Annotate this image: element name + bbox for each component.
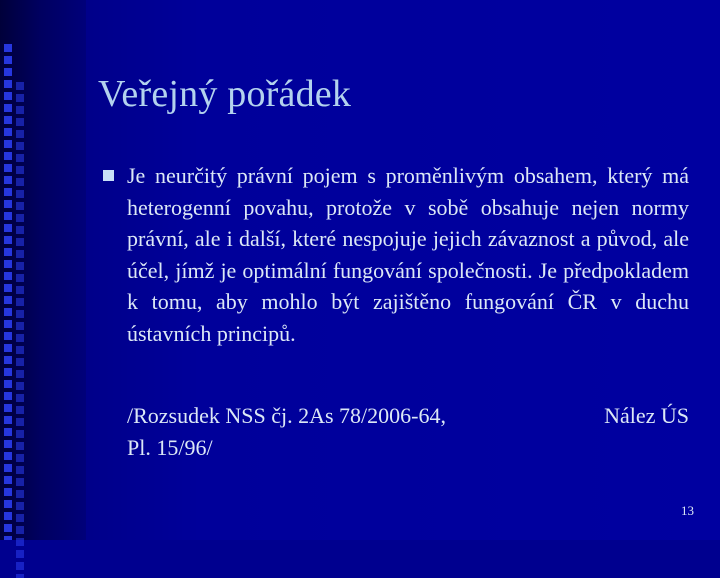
left-decor-strip [0,0,86,540]
reference-line [127,400,689,432]
reference-us: Nález ÚS [604,403,689,428]
bullet-paragraph: Je neurčitý právní pojem s proměnlivým obsahem, který má heterogenní povahu, protože v sobě obsahuje nejen normy právní, ale i další, které nespojuje jejich závaznost a původ, ale účel, jímž je optimální fungování společnosti. Je předpokladem k tomu, aby mohlo být zajištěno fungování ČR v duchu ústavních principů. [127,163,689,346]
decor-squares-column-faded [16,82,24,578]
reference-pl: Pl. 15/96/ [127,434,213,460]
square-bullet-icon [103,170,114,181]
decor-squares-column [4,44,12,540]
reference-nss: /Rozsudek NSS čj. 2As 78/2006-64, [127,403,446,428]
reference-citation [127,400,689,463]
page-number: 13 [681,503,694,518]
slide-title: Veřejný pořádek [98,73,352,115]
bullet-text [127,160,689,349]
